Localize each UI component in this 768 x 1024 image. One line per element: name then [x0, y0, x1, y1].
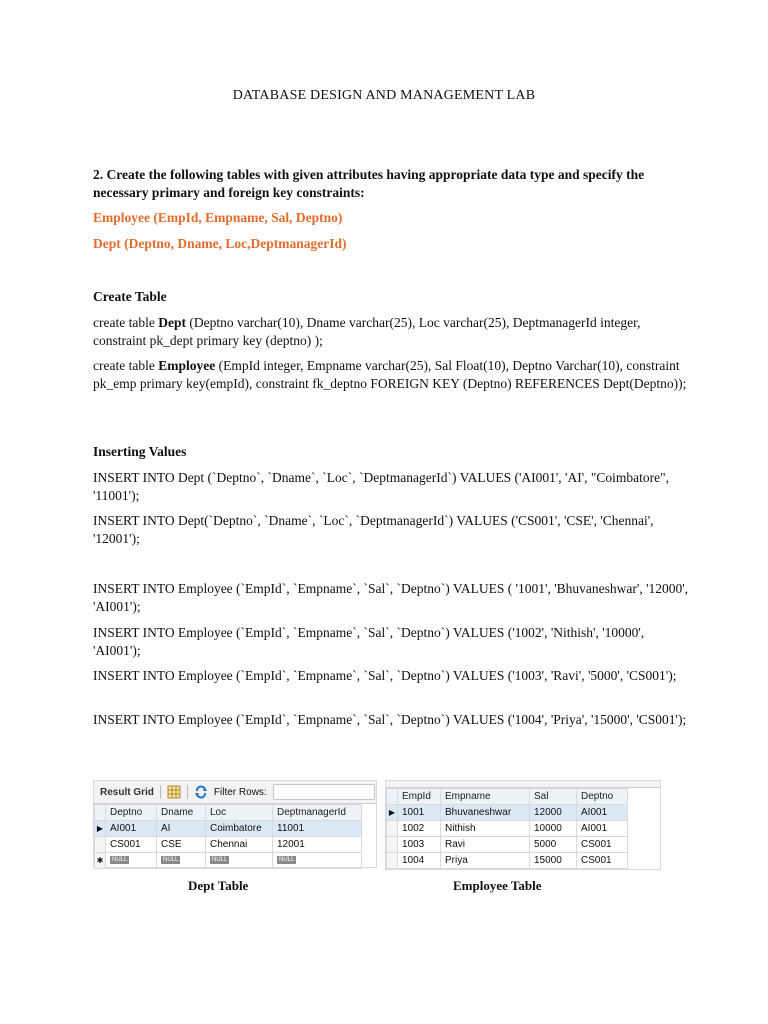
column-header[interactable]: EmpId: [398, 789, 441, 805]
schema-employee: Employee (EmpId, Empname, Sal, Deptno): [93, 210, 343, 225]
table-cell[interactable]: [206, 853, 273, 869]
create-table-heading: Create Table: [93, 289, 167, 304]
create-dept-statement: [93, 314, 693, 350]
filter-rows-input[interactable]: [273, 784, 375, 800]
table-cell[interactable]: 5000: [530, 837, 577, 853]
question-text: 2. Create the following tables with given attributes having appropriate data type and specify the necessary primary and foreign key constraints:: [93, 167, 645, 200]
table-row[interactable]: [387, 837, 628, 853]
table-cell[interactable]: [157, 853, 206, 869]
table-cell[interactable]: Chennai: [206, 837, 273, 853]
column-header[interactable]: Loc: [206, 805, 273, 821]
dept-table: [94, 804, 362, 869]
column-header[interactable]: Deptno: [106, 805, 157, 821]
column-header[interactable]: DeptmanagerId: [273, 805, 362, 821]
table-cell[interactable]: Bhuvaneshwar: [441, 805, 530, 821]
table-cell[interactable]: 15000: [530, 853, 577, 869]
inserting-values-heading: Inserting Values: [93, 444, 187, 459]
employee-table-caption: Employee Table: [453, 878, 542, 893]
row-header-corner: [95, 805, 106, 821]
null-badge: NULL: [163, 857, 179, 864]
table-cell[interactable]: [106, 853, 157, 869]
column-header[interactable]: Deptno: [577, 789, 628, 805]
table-cell[interactable]: [273, 853, 362, 869]
create-dept-pre: create table: [93, 315, 159, 330]
table-cell[interactable]: AI001: [577, 821, 628, 837]
toolbar-divider: [187, 785, 188, 799]
create-employee-name: Employee: [158, 358, 216, 373]
row-header: [387, 853, 398, 869]
table-cell[interactable]: 12001: [273, 837, 362, 853]
create-employee-post: (EmpId integer, Empname varchar(25), Sal Float(10), Deptno Varchar(10), constraint pk_emp primary key(empId), constraint fk_deptno FOREIGN KEY (Deptno) REFERENCES Dept(Deptno));: [93, 358, 687, 391]
table-cell[interactable]: AI: [157, 821, 206, 837]
table-header-row: [95, 805, 362, 821]
table-cell[interactable]: Priya: [441, 853, 530, 869]
current-row-indicator-icon: ▶: [95, 821, 106, 837]
table-row[interactable]: [387, 805, 628, 821]
current-row-indicator-icon: ▶: [387, 805, 398, 821]
employee-table: [386, 788, 628, 869]
table-cell[interactable]: CSE: [157, 837, 206, 853]
insert-statement: INSERT INTO Dept(`Deptno`, `Dname`, `Loc`, `DeptmanagerId`) VALUES ('CS001', 'CSE', 'Chennai', '12001');: [93, 513, 654, 546]
row-header: [387, 837, 398, 853]
table-cell[interactable]: Nithish: [441, 821, 530, 837]
employee-result-grid: [385, 780, 661, 870]
row-header-corner: [387, 789, 398, 805]
create-employee-pre: create table: [93, 358, 159, 373]
new-row[interactable]: [95, 853, 362, 869]
table-cell[interactable]: Coimbatore: [206, 821, 273, 837]
table-cell[interactable]: 12000: [530, 805, 577, 821]
table-row[interactable]: [95, 821, 362, 837]
create-employee-statement: [93, 357, 693, 393]
result-grid-toolbar: [386, 781, 660, 788]
table-cell[interactable]: 1001: [398, 805, 441, 821]
result-grid-label: Result Grid: [100, 786, 154, 798]
table-cell[interactable]: 1002: [398, 821, 441, 837]
new-row-marker-icon: ✱: [95, 853, 106, 869]
dept-result-grid: [93, 780, 377, 868]
column-header[interactable]: Sal: [530, 789, 577, 805]
toolbar-divider: [160, 785, 161, 799]
table-row[interactable]: [95, 837, 362, 853]
insert-statement: INSERT INTO Employee (`EmpId`, `Empname`, `Sal`, `Deptno`) VALUES ('1004', 'Priya', '15000', 'CS001');: [93, 712, 687, 727]
table-cell[interactable]: AI001: [106, 821, 157, 837]
insert-statement: INSERT INTO Dept (`Deptno`, `Dname`, `Loc`, `DeptmanagerId`) VALUES ('AI001', 'AI', "Coimbatore", '11001');: [93, 470, 670, 503]
table-cell[interactable]: AI001: [577, 805, 628, 821]
null-badge: NULL: [112, 857, 128, 864]
table-cell[interactable]: 11001: [273, 821, 362, 837]
filter-rows-label: Filter Rows:: [213, 786, 267, 798]
table-cell[interactable]: 10000: [530, 821, 577, 837]
table-cell[interactable]: 1003: [398, 837, 441, 853]
create-dept-post: (Deptno varchar(10), Dname varchar(25), Loc varchar(25), DeptmanagerId integer, constraint pk_dept primary key (deptno) );: [93, 315, 641, 348]
null-badge: NULL: [279, 857, 295, 864]
column-header[interactable]: Dname: [157, 805, 206, 821]
table-header-row: [387, 789, 628, 805]
page-title: DATABASE DESIGN AND MANAGEMENT LAB: [232, 88, 536, 103]
refresh-icon[interactable]: [194, 785, 208, 799]
table-cell[interactable]: Ravi: [441, 837, 530, 853]
insert-statement: INSERT INTO Employee (`EmpId`, `Empname`, `Sal`, `Deptno`) VALUES ('1003', 'Ravi', '5000', 'CS001');: [93, 668, 677, 683]
result-grid-toolbar: [94, 781, 376, 804]
table-row[interactable]: [387, 853, 628, 869]
table-cell[interactable]: CS001: [577, 837, 628, 853]
table-row[interactable]: [387, 821, 628, 837]
grid-view-icon[interactable]: [167, 785, 181, 799]
insert-statement: INSERT INTO Employee (`EmpId`, `Empname`, `Sal`, `Deptno`) VALUES ('1002', 'Nithish', '10000', 'AI001');: [93, 625, 645, 658]
row-header: [95, 837, 106, 853]
schema-dept: Dept (Deptno, Dname, Loc,DeptmanagerId): [93, 236, 347, 251]
null-badge: NULL: [212, 857, 228, 864]
column-header[interactable]: Empname: [441, 789, 530, 805]
table-cell[interactable]: CS001: [577, 853, 628, 869]
dept-table-caption: Dept Table: [188, 878, 249, 893]
create-dept-name: Dept: [158, 315, 186, 330]
insert-statement: INSERT INTO Employee (`EmpId`, `Empname`, `Sal`, `Deptno`) VALUES ( '1001', 'Bhuvaneshwar', '12000', 'AI001');: [93, 581, 689, 614]
table-cell[interactable]: CS001: [106, 837, 157, 853]
row-header: [387, 821, 398, 837]
table-cell[interactable]: 1004: [398, 853, 441, 869]
